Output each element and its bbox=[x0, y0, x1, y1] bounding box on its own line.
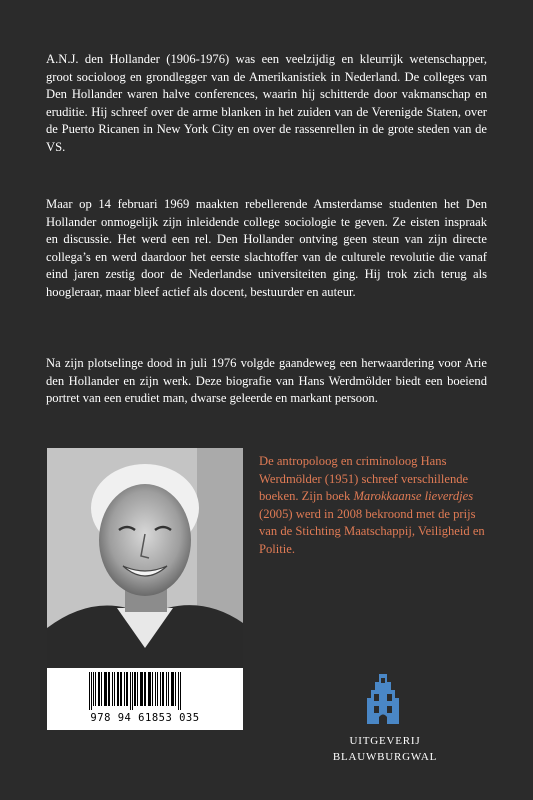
back-cover-paragraph-3: Na zijn plotselinge dood in juli 1976 volgde gaandeweg een herwaardering voor Arie den Hollander en zijn werk. Deze biografie van Hans Werdmölder biedt een boeiend portret van een erudiet man, dwarse geleerde en markant persoon. bbox=[46, 356, 487, 406]
barcode bbox=[47, 668, 243, 730]
publisher-name-line-1: UITGEVERIJ bbox=[349, 735, 421, 747]
author-bio bbox=[259, 453, 489, 559]
back-cover-paragraph-1: A.N.J. den Hollander (1906-1976) was een veelzijdig en kleurrijk wetenschapper, groot socioloog en grondlegger van de Amerikanistiek in Nederland. De colleges van Den Hollander waren halve conferences, waarin hij schitterde door vakmanschap en eruditie. Hij schreef over de arme blanken in het zuiden van de Verenigde Staten, over de Puerto Ricanen in New York City en over de rassenrellen in de grote steden van de VS. bbox=[46, 52, 487, 154]
canal-house-icon bbox=[363, 670, 403, 724]
book-title: Marokkaanse lieverdjes bbox=[353, 489, 474, 504]
back-cover-paragraph-2: Maar op 14 februari 1969 maakten rebellerende Amsterdamse studenten het Den Hollander onmogelijk zijn inleidende college sociologie te geven. Ze eisten inspraak en discussie. Het werd een rel. Den Hollander ontving geen steun van zijn directe collega’s en werd daardoor het eerste slachtoffer van de culturele revolutie die vanaf eind jaren zestig door de Nederlandse universiteiten ging. Hij trok zich terug als hoogleraar, maar bleef actief als docent, bestuurder en auteur. bbox=[46, 197, 487, 299]
publisher-name-line-2: BLAUWBURGWAL bbox=[332, 751, 438, 763]
author-photo bbox=[47, 448, 243, 668]
isbn-number: 978 94 61853 035 bbox=[90, 712, 200, 724]
barcode-bars bbox=[89, 672, 201, 710]
publisher-logo bbox=[363, 670, 403, 729]
author-bio-text-2: (2005) werd in 2008 bekroond met de prijs van de Stichting Maatschappij, Veiligheid en Politie. bbox=[259, 506, 485, 556]
author-portrait-image bbox=[47, 448, 243, 668]
author-bio-text-1: De antropoloog en criminoloog Hans Werdmölder (1951) schreef verschillende boeken. Zijn boek bbox=[259, 454, 469, 504]
